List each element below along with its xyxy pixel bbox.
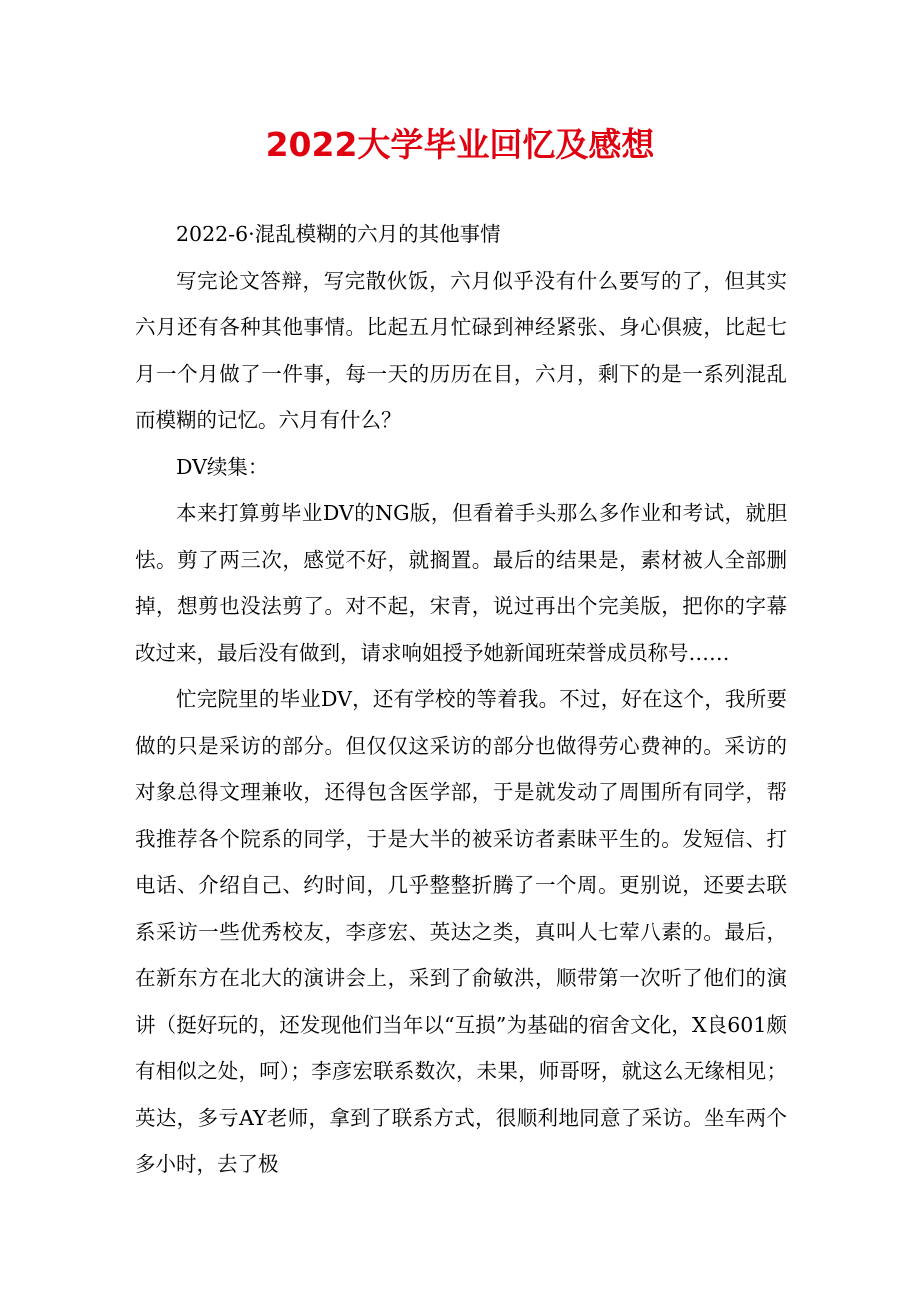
paragraph-intro: 写完论文答辩，写完散伙饭，六月似乎没有什么要写的了，但其实六月还有各种其他事情。比起五月忙碌到神经紧张、身心俱疲，比起七月一个月做了一件事，每一天的历历在目，六月，剩下的是一系列混乱而模糊的记忆。六月有什么？ (135, 268, 787, 432)
paragraph-dv-heading: DV续集： (176, 454, 269, 479)
paragraph-dv-interviews: 忙完院里的毕业DV，还有学校的等着我。不过，好在这个，我所要做的只是采访的部分。但仅仅这采访的部分也做得劳心费神的。采访的对象总得文理兼收，还得包含医学部，于是就发动了周围所有同学，帮我推荐各个院系的同学，于是大半的被采访者素昧平生的。发短信、打电话、介绍自己、约时间，几乎整整折腾了一个周。更别说，还要去联系采访一些优秀校友，李彦宏、英达之类，真叫人七荤八素的。最后，在新东方在北大的演讲会上，采到了俞敏洪，顺带第一次听了他们的演讲（挺好玩的，还发现他们当年以“互损”为基础的宿舍文化，X良601颇有相似之处，呵）；李彦宏联系数次，未果，师哥呀，就这么无缘相见；英达，多亏AY老师，拿到了联系方式，很顺利地同意了采访。坐车两个多小时，去了极 (135, 687, 787, 1176)
paragraph-dv-ng: 本来打算剪毕业DV的NG版，但看着手头那么多作业和考试，就胆怯。剪了两三次，感觉不好，就搁置。最后的结果是，素材被人全部删掉，想剪也没法剪了。对不起，宋青，说过再出个完美版，把你的字幕改过来，最后没有做到，请求响姐授予她新闻班荣誉成员称号…… (135, 501, 787, 665)
paragraph-date-heading: 2022-6·混乱模糊的六月的其他事情 (176, 222, 501, 246)
document-title: 2022大学毕业回忆及感想 (265, 125, 655, 164)
document-body (135, 211, 787, 1188)
